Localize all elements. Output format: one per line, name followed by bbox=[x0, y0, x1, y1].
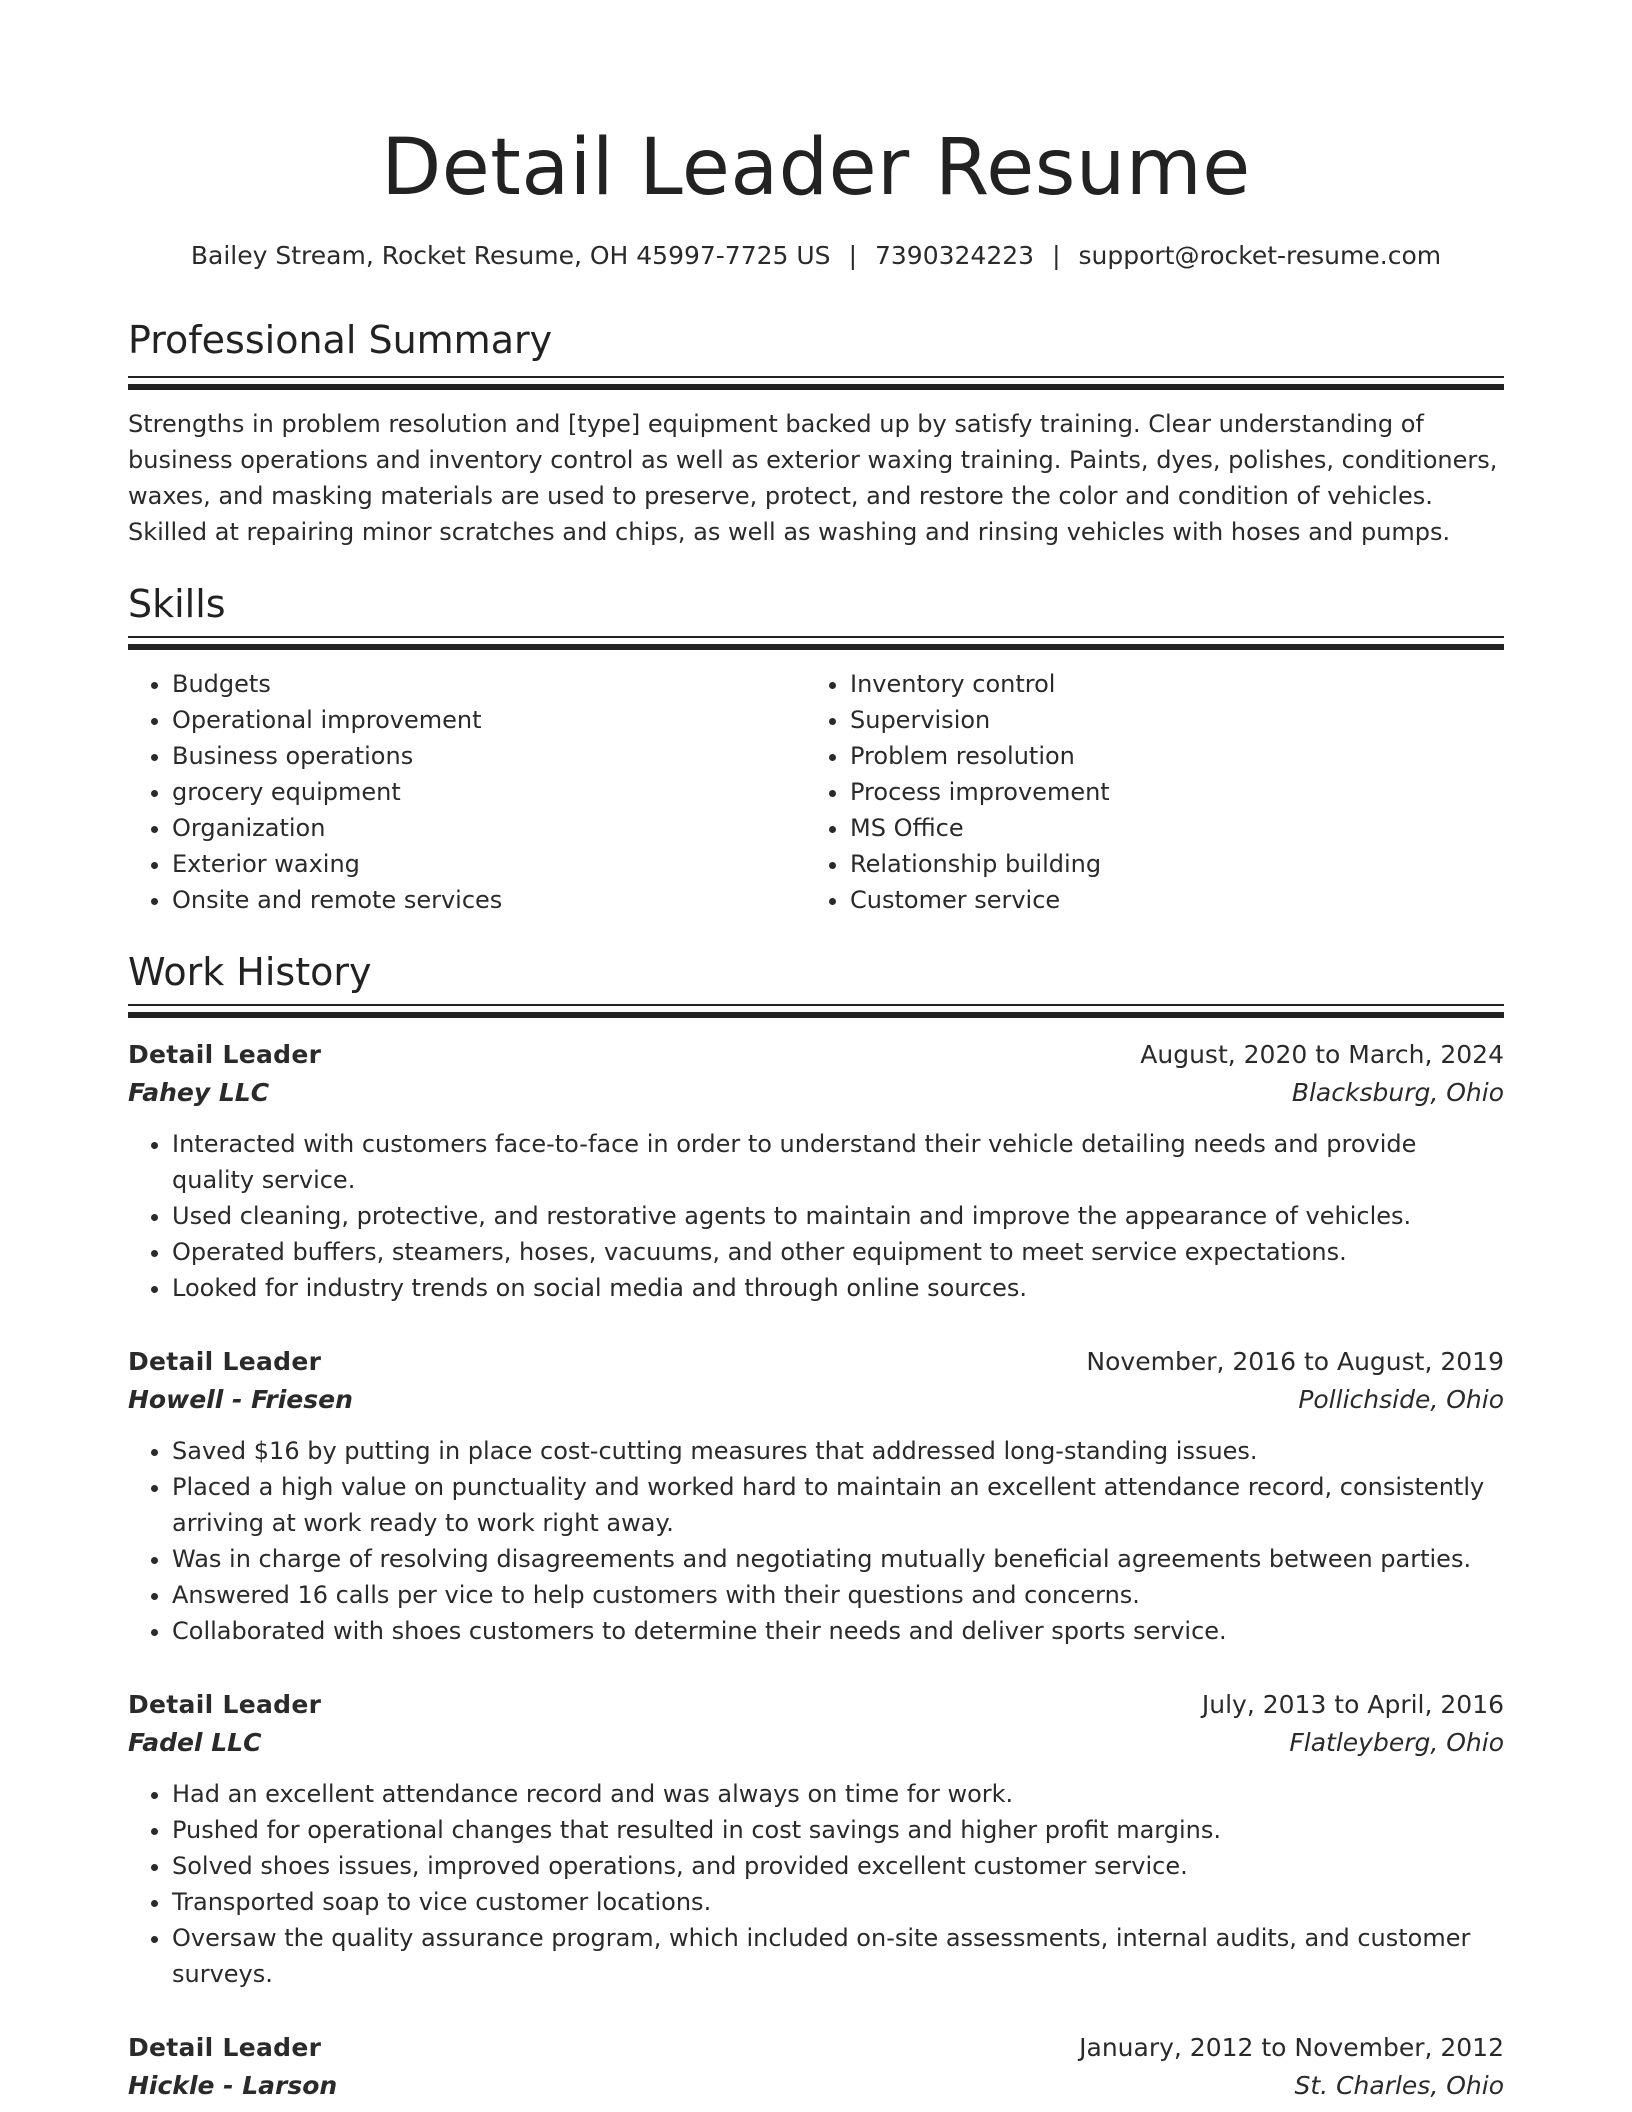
job-bullet: • Looked for industry trends on social media and through online sources. bbox=[172, 1270, 1504, 1306]
skill-item: • Supervision bbox=[850, 702, 1110, 738]
skill-item: • Organization bbox=[172, 810, 502, 846]
job-bullet-list bbox=[128, 1776, 1504, 1992]
job-title: Detail Leader bbox=[128, 1347, 322, 1376]
job-location: St. Charles, Ohio bbox=[1294, 2071, 1504, 2100]
job-bullet: • Saved $16 by putting in place cost-cutting measures that addressed long-standing issues. bbox=[172, 1433, 1504, 1469]
summary-text: Strengths in problem resolution and [type] equipment backed up by satisfy training. Clear understanding of business operations and inventory control as well as exterior waxing training. Paints, dyes, polishes, conditioners, waxes, and masking materials are used to preserve, protect, and restore the color and condition of vehicles. Skilled at repairing minor scratches and chips, as well as washing and rinsing vehicles with hoses and pumps. bbox=[128, 410, 1498, 546]
work-history-section-header bbox=[128, 946, 1504, 998]
job-entry bbox=[128, 2029, 1504, 2105]
job-entry bbox=[128, 1036, 1504, 1306]
section-title-work-history: Work History bbox=[128, 950, 372, 994]
contact-address: Bailey Stream, Rocket Resume, OH 45997-7725 US bbox=[190, 241, 831, 270]
job-bullet: • Interacted with customers face-to-face in order to understand their vehicle detailing needs and provide quality service. bbox=[172, 1126, 1504, 1198]
job-company: Hickle - Larson bbox=[128, 2071, 338, 2100]
job-dates: July, 2013 to April, 2016 bbox=[1201, 1690, 1504, 1719]
contact-phone: 7390324223 bbox=[875, 241, 1035, 270]
contact-line bbox=[128, 236, 1504, 276]
skill-item: • Process improvement bbox=[850, 774, 1110, 810]
section-divider bbox=[128, 644, 1504, 650]
job-bullet: • Had an excellent attendance record and was always on time for work. bbox=[172, 1776, 1504, 1812]
skill-item: • grocery equipment bbox=[172, 774, 502, 810]
job-bullet: • Answered 16 calls per vice to help customers with their questions and concerns. bbox=[172, 1577, 1504, 1613]
skills-list-left bbox=[128, 666, 502, 918]
skill-item: • Operational improvement bbox=[172, 702, 502, 738]
skill-item: • MS Office bbox=[850, 810, 1110, 846]
skill-item: • Customer service bbox=[850, 882, 1110, 918]
skill-item: • Onsite and remote services bbox=[172, 882, 502, 918]
summary-section-header bbox=[128, 314, 1504, 366]
job-company: Fadel LLC bbox=[128, 1728, 262, 1757]
job-bullet: • Used cleaning, protective, and restorative agents to maintain and improve the appearance of vehicles. bbox=[172, 1198, 1504, 1234]
skills-section-header bbox=[128, 578, 1504, 630]
contact-separator: | bbox=[1052, 241, 1061, 270]
job-location: Blacksburg, Ohio bbox=[1291, 1078, 1504, 1107]
job-company: Fahey LLC bbox=[128, 1078, 270, 1107]
job-title: Detail Leader bbox=[128, 2033, 322, 2062]
job-bullet: • Solved shoes issues, improved operations, and provided excellent customer service. bbox=[172, 1848, 1504, 1884]
skill-item: • Business operations bbox=[172, 738, 502, 774]
job-bullet: • Placed a high value on punctuality and worked hard to maintain an excellent attendance record, consistently arriving at work ready to work right away. bbox=[172, 1469, 1504, 1541]
job-dates: August, 2020 to March, 2024 bbox=[1140, 1040, 1504, 1069]
section-divider bbox=[128, 636, 1504, 638]
skill-item: • Exterior waxing bbox=[172, 846, 502, 882]
job-bullet: • Operated buffers, steamers, hoses, vacuums, and other equipment to meet service expectations. bbox=[172, 1234, 1504, 1270]
job-location: Pollichside, Ohio bbox=[1298, 1385, 1504, 1414]
job-dates: November, 2016 to August, 2019 bbox=[1086, 1347, 1504, 1376]
job-location: Flatleyberg, Ohio bbox=[1289, 1728, 1504, 1757]
job-bullet-list bbox=[128, 1126, 1504, 1306]
job-dates: January, 2012 to November, 2012 bbox=[1079, 2033, 1504, 2062]
skills-list-right bbox=[806, 666, 1110, 918]
section-title-skills: Skills bbox=[128, 582, 226, 626]
job-bullet: • Oversaw the quality assurance program, which included on-site assessments, internal audits, and customer surveys. bbox=[172, 1920, 1504, 1992]
skill-item: • Relationship building bbox=[850, 846, 1110, 882]
job-entry bbox=[128, 1343, 1504, 1649]
job-bullet: • Was in charge of resolving disagreements and negotiating mutually beneficial agreements between parties. bbox=[172, 1541, 1504, 1577]
contact-separator: | bbox=[848, 241, 857, 270]
section-divider bbox=[128, 1004, 1504, 1006]
job-bullet: • Transported soap to vice customer locations. bbox=[172, 1884, 1504, 1920]
job-title: Detail Leader bbox=[128, 1690, 322, 1719]
job-bullet: • Collaborated with shoes customers to determine their needs and deliver sports service. bbox=[172, 1613, 1504, 1649]
job-bullet-list bbox=[128, 1433, 1504, 1649]
section-divider bbox=[128, 384, 1504, 390]
section-title-summary: Professional Summary bbox=[128, 318, 553, 362]
job-bullet: • Pushed for operational changes that resulted in cost savings and higher profit margins. bbox=[172, 1812, 1504, 1848]
contact-email: support@rocket-resume.com bbox=[1078, 241, 1442, 270]
section-divider bbox=[128, 376, 1504, 378]
skill-item: • Inventory control bbox=[850, 666, 1110, 702]
job-entry bbox=[128, 1686, 1504, 1992]
skill-item: • Budgets bbox=[172, 666, 502, 702]
section-divider bbox=[128, 1012, 1504, 1018]
job-title: Detail Leader bbox=[128, 1040, 322, 1069]
job-company: Howell - Friesen bbox=[128, 1385, 353, 1414]
skill-item: • Problem resolution bbox=[850, 738, 1110, 774]
resume-title: Detail Leader Resume bbox=[381, 123, 1251, 213]
